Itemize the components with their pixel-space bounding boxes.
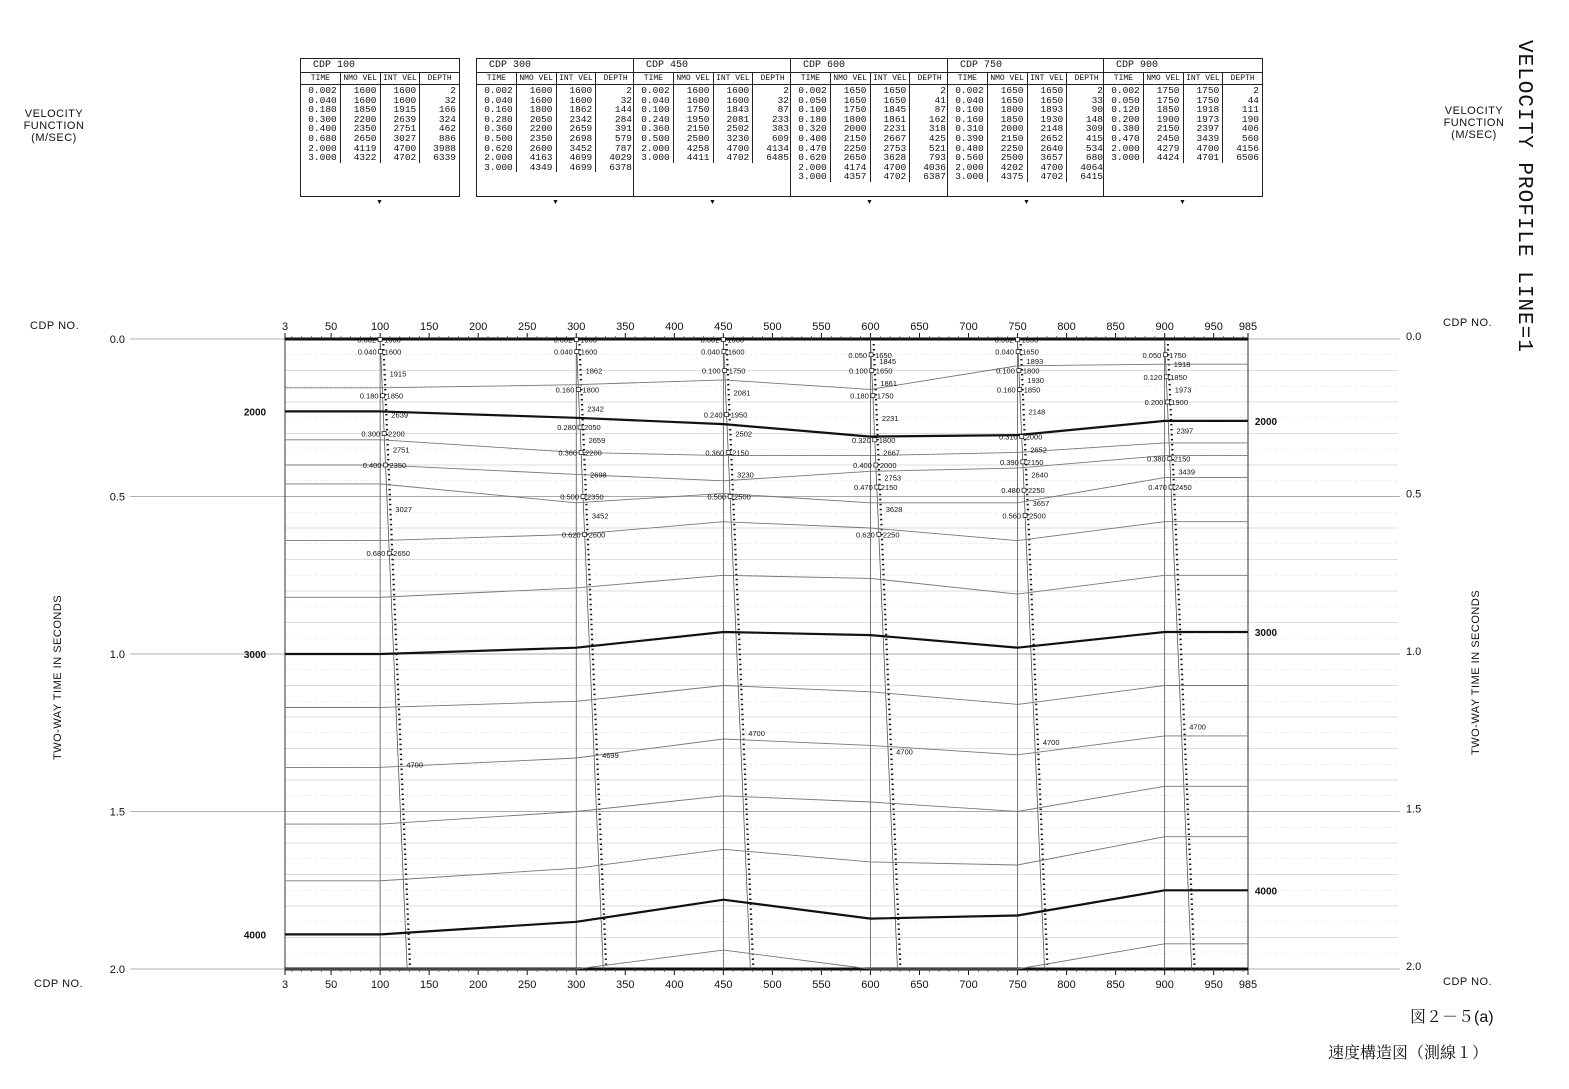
time-marker-label: 0.400: [362, 461, 382, 470]
velocity-function-label-left: VELOCITY FUNCTION (M/SEC): [23, 108, 85, 144]
x-tick-label-top: 150: [419, 321, 439, 333]
time-marker-box: [871, 394, 875, 398]
contour-label-left: 2000: [243, 407, 267, 419]
x-tick-label-top: 300: [567, 321, 586, 333]
velocity-table-header: INT VEL: [557, 73, 597, 84]
nmo-velocity-label: 1650: [1021, 335, 1039, 345]
time-marker-label: 0.040: [995, 347, 1015, 357]
velocity-table-header: NMO VEL: [988, 73, 1028, 84]
time-marker-box: [382, 432, 386, 436]
x-tick-label-top: 700: [959, 321, 978, 333]
y-tick-label-right: 2.0: [1406, 961, 1422, 973]
time-marker-label: 0.470: [854, 483, 873, 493]
velocity-table-column-int: 1600 1600 1915 2639 2751 3027 4700 4702: [381, 85, 421, 163]
nmo-velocity-label: 1750: [1169, 350, 1187, 360]
velocity-table-header: DEPTH: [1074, 74, 1099, 83]
interval-velocity-label: 4700: [1189, 722, 1206, 732]
nmo-velocity-label: 1800: [1022, 366, 1040, 376]
page-title: VELOCITY PROFILE LINE=1: [1512, 40, 1535, 353]
x-tick-label-bottom: 150: [419, 979, 439, 991]
nmo-velocity-label: 1750: [876, 391, 894, 401]
y-tick-label-right: 1.5: [1406, 803, 1422, 816]
table-pointer-icon: ▼: [1179, 199, 1186, 206]
interval-velocity-label: 3657: [1032, 498, 1050, 508]
nmo-velocity-label: 1600: [384, 335, 401, 345]
velocity-table-header: TIME: [477, 73, 517, 84]
velocity-table-cdp: CDP 600: [791, 59, 949, 73]
interval-velocity-label: 4700: [748, 728, 765, 738]
time-marker-box: [875, 485, 879, 489]
x-tick-label-bottom: 700: [959, 979, 978, 991]
contour-label-right: 2000: [1254, 416, 1278, 428]
velocity-table-header: NMO VEL: [341, 73, 381, 84]
velocity-table-header: DEPTH: [917, 74, 942, 83]
x-tick-label-bottom: 100: [370, 979, 390, 991]
velocity-table-column-nmo: 1600 1600 1800 2050 2200 2350 2600 4163 4349: [517, 85, 557, 172]
velocity-table-column-time: 0.002 0.050 0.120 0.200 0.380 0.470 2.000 3.000: [1104, 85, 1144, 163]
nmo-velocity-label: 2200: [388, 429, 405, 439]
time-marker-box: [583, 532, 587, 536]
interval-velocity-label: 2751: [392, 445, 410, 455]
nmo-velocity-label: 1950: [730, 410, 748, 420]
velocity-table-header: INT VEL: [871, 73, 911, 84]
cdp-no-label-bottom-left: CDP NO.: [34, 978, 84, 990]
table-pointer-icon: ▼: [552, 199, 559, 206]
interval-velocity-label: 2753: [884, 473, 902, 483]
time-marker-label: 0.002: [553, 335, 573, 345]
time-marker-box: [1016, 338, 1020, 342]
velocity-table-header: INT VEL: [381, 73, 421, 84]
time-marker-label: 0.040: [701, 347, 720, 357]
x-tick-label-bottom: 350: [616, 979, 635, 991]
table-pointer-icon: ▼: [1023, 199, 1030, 206]
x-tick-label-top: 50: [324, 321, 338, 333]
time-marker-label: 0.360: [705, 448, 725, 458]
nmo-velocity-label: 1650: [875, 350, 892, 360]
x-tick-label-bottom: 550: [812, 979, 831, 991]
nmo-velocity-label: 2500: [1029, 511, 1046, 521]
velocity-table-column-int: 1750 1750 1918 1973 2397 3439 4700 4701: [1184, 85, 1224, 163]
nmo-velocity-label: 1750: [728, 366, 746, 376]
nmo-velocity-label: 2150: [880, 483, 898, 493]
velocity-table-header: TIME: [1104, 73, 1144, 84]
iso-velocity-contour: [285, 575, 1248, 597]
x-tick-label-top: 350: [616, 321, 635, 333]
time-marker-box: [384, 463, 388, 467]
time-marker-label: 0.560: [1002, 511, 1022, 521]
x-tick-label-bottom: 200: [469, 979, 488, 991]
iso-velocity-contour: [285, 890, 1248, 934]
time-marker-label: 0.002: [357, 335, 377, 345]
interval-velocity-label: 3027: [395, 505, 413, 515]
x-tick-label-top: 850: [1106, 321, 1125, 333]
nmo-velocity-label: 2150: [732, 448, 749, 458]
x-tick-label-top: 900: [1155, 321, 1174, 333]
velocity-table-column-depth: 2 32 144 284 391 579 787 4029 6378: [609, 85, 632, 173]
time-marker-box: [877, 532, 881, 536]
time-marker-label: 0.380: [1146, 454, 1166, 464]
time-marker-label: 0.310: [998, 432, 1018, 442]
velocity-table-column-int: 1650 1650 1845 1861 2231 2667 2753 3628 4700 4702: [871, 85, 911, 182]
iso-velocity-contour: [285, 440, 1248, 456]
x-tick-label-bottom: 750: [1008, 979, 1027, 991]
y-tick-label-right: 1.0: [1406, 646, 1422, 658]
nmo-velocity-label: 2450: [1174, 483, 1192, 493]
interval-velocity-label: 1930: [1027, 375, 1044, 385]
iso-velocity-contour: [285, 786, 1248, 824]
time-marker-box: [578, 425, 582, 429]
velocity-table-column-time: 0.002 0.040 0.160 0.280 0.360 0.500 0.620 2.000 3.000: [477, 85, 517, 172]
table-pointer-icon: ▼: [866, 199, 873, 206]
time-marker-box: [721, 338, 725, 342]
interval-velocity-label: 2081: [733, 388, 751, 398]
time-marker-label: 0.040: [554, 347, 573, 357]
velocity-table-header: NMO VEL: [831, 73, 871, 84]
time-marker-box: [869, 353, 873, 357]
time-marker-box: [1016, 350, 1020, 354]
time-marker-label: 0.160: [555, 385, 575, 395]
table-pointer-icon: ▼: [376, 199, 383, 206]
velocity-table-column-nmo: 1750 1750 1850 1900 2150 2450 4279 4424: [1144, 85, 1184, 163]
velocity-table-column-time: 0.002 0.040 0.100 0.160 0.310 0.390 0.480 0.560 2.000 3.000: [948, 85, 988, 182]
nmo-velocity-label: 2500: [734, 492, 751, 502]
time-marker-label: 0.400: [853, 461, 872, 470]
interval-velocity-label: 2640: [1031, 470, 1049, 480]
velocity-table-column-depth: 2 41 87 162 318 425 521 793 4036 6387: [923, 85, 946, 183]
time-marker-box: [1017, 369, 1021, 373]
velocity-table-header: NMO VEL: [674, 73, 714, 84]
velocity-table-column-int: 1600 1600 1843 2081 2502 3230 4700 4702: [714, 85, 754, 163]
velocity-table-column-depth: 2 32 87 233 383 609 4134 6485: [766, 85, 789, 164]
nmo-velocity-label: 2250: [882, 530, 900, 540]
velocity-table-column-time: 0.002 0.040 0.100 0.240 0.360 0.500 2.000 3.000: [634, 85, 674, 163]
x-tick-label-top: 400: [665, 321, 684, 333]
nmo-velocity-label: 1850: [1023, 385, 1041, 395]
iso-velocity-contour: [285, 632, 1248, 654]
velocity-table-cdp: CDP 450: [634, 59, 792, 73]
interval-velocity-label: 3628: [885, 505, 903, 515]
time-marker-label: 0.470: [1148, 483, 1167, 493]
iso-velocity-contour: [285, 478, 1248, 503]
iso-velocity-contour: [285, 411, 1248, 436]
x-tick-label-bottom: 950: [1204, 979, 1223, 991]
interval-velocity-label: 2659: [588, 435, 606, 445]
y-tick-label-left: 0.5: [109, 491, 125, 504]
velocity-table-column-time: 0.002 0.040 0.180 0.300 0.400 0.680 2.000 3.000: [301, 85, 341, 163]
velocity-table-cdp: CDP 900: [1104, 59, 1262, 73]
time-marker-box: [722, 350, 726, 354]
y-tick-label-left: 0.0: [109, 334, 125, 346]
iso-velocity-contour: [285, 944, 1248, 969]
contour-label-left: 4000: [243, 930, 267, 942]
x-tick-label-top: 3: [281, 321, 289, 333]
interval-velocity-label: 2667: [883, 448, 900, 458]
x-tick-label-bottom: 650: [910, 979, 929, 991]
velocity-table-column-nmo: 1650 1650 1800 1850 2000 2150 2250 2500 4202 4375: [988, 85, 1028, 182]
time-marker-label: 0.480: [1001, 486, 1021, 496]
x-tick-label-bottom: 250: [518, 979, 537, 991]
time-marker-box: [387, 551, 391, 555]
time-marker-label: 0.002: [994, 335, 1014, 345]
x-tick-label-bottom: 50: [324, 979, 338, 991]
iso-velocity-contour: [285, 522, 1248, 541]
time-marker-label: 0.120: [1143, 372, 1163, 382]
time-marker-box: [1163, 353, 1167, 357]
interval-velocity-label: 1915: [389, 369, 407, 379]
velocity-table-column-time: 0.002 0.050 0.100 0.180 0.320 0.400 0.470 0.620 2.000 3.000: [791, 85, 831, 182]
interval-velocity-label: 1862: [585, 366, 603, 376]
time-marker-box: [723, 369, 727, 373]
time-marker-label: 0.500: [707, 492, 727, 502]
time-marker-box: [1021, 460, 1025, 464]
interval-velocity-label: 4699: [602, 750, 619, 760]
time-marker-label: 0.040: [357, 347, 377, 357]
time-marker-box: [574, 338, 578, 342]
iso-velocity-contour: [285, 456, 1248, 481]
y-axis-label-right: TWO-WAY TIME IN SECONDS: [1470, 589, 1482, 755]
velocity-table-header: TIME: [948, 73, 988, 84]
time-marker-label: 0.620: [561, 530, 581, 540]
velocity-table-header: NMO VEL: [1144, 73, 1184, 84]
contour-label-right: 4000: [1254, 886, 1278, 898]
time-marker-box: [379, 350, 383, 354]
time-marker-label: 0.200: [1144, 398, 1164, 407]
time-marker-box: [1165, 400, 1169, 404]
time-marker-box: [870, 369, 874, 373]
time-marker-label: 0.002: [700, 335, 720, 345]
nmo-velocity-label: 1600: [580, 335, 597, 345]
velocity-table-column-depth: 2 32 166 324 462 886 3988 6339: [433, 85, 456, 164]
time-marker-label: 0.280: [557, 423, 577, 433]
nmo-velocity-label: 1850: [386, 391, 404, 401]
x-tick-label-top: 950: [1204, 321, 1223, 333]
time-marker-label: 0.500: [560, 492, 580, 502]
time-marker-box: [873, 438, 877, 442]
velocity-table-header: NMO VEL: [517, 73, 557, 84]
time-marker-box: [726, 450, 730, 454]
interval-velocity-label: 3230: [737, 470, 754, 480]
interval-velocity-label: 2148: [1028, 407, 1046, 417]
x-tick-label-top: 250: [518, 321, 537, 333]
velocity-table-header: INT VEL: [1184, 73, 1224, 84]
time-marker-label: 0.100: [849, 366, 868, 376]
time-marker-box: [874, 463, 878, 467]
interval-velocity-label: 1861: [880, 379, 898, 389]
velocity-table-cdp: CDP 100: [301, 59, 459, 73]
time-marker-box: [1169, 485, 1173, 489]
velocity-table-column-nmo: 1600 1600 1850 2200 2350 2650 4119 4322: [341, 85, 381, 163]
time-marker-box: [1018, 387, 1022, 391]
velocity-table-column-depth: 2 33 90 148 309 415 534 680 4064 6415: [1080, 85, 1103, 183]
time-marker-box: [576, 387, 580, 391]
time-marker-label: 0.050: [848, 350, 868, 360]
velocity-table-column-nmo: 1650 1650 1750 1800 2000 2150 2250 2650 4174 4357: [831, 85, 871, 182]
nmo-velocity-label: 1600: [727, 335, 745, 345]
time-marker-label: 0.620: [856, 530, 875, 540]
x-tick-label-bottom: 800: [1057, 979, 1076, 991]
nmo-velocity-label: 2350: [587, 492, 604, 502]
figure-number: 図２－５(a): [1410, 1009, 1494, 1026]
nmo-velocity-label: 1800: [878, 435, 896, 445]
interval-velocity-label: 3439: [1178, 467, 1196, 477]
interval-velocity-label: 2652: [1030, 445, 1047, 455]
velocity-table-cdp: CDP 750: [948, 59, 1106, 73]
nmo-velocity-label: 2600: [588, 530, 606, 540]
x-tick-label-top: 100: [370, 321, 390, 333]
interval-velocity-label: 1918: [1173, 360, 1191, 370]
interval-velocity-label: 2231: [881, 413, 899, 423]
velocity-table-column-nmo: 1600 1600 1750 1950 2150 2500 4258 4411: [674, 85, 714, 163]
y-axis-label-left: TWO-WAY TIME IN SECONDS: [52, 594, 64, 760]
time-marker-label: 0.680: [366, 549, 386, 559]
velocity-table-header: TIME: [634, 73, 674, 84]
velocity-table-cdp: CDP 300: [477, 59, 635, 73]
velocity-table-column-int: 1650 1650 1893 1930 2148 2652 2640 3657 4700 4702: [1028, 85, 1068, 182]
x-tick-label-top: 750: [1008, 321, 1027, 333]
time-marker-label: 0.390: [1000, 457, 1019, 467]
iso-velocity-contour: [285, 736, 1248, 768]
velocity-function-label-right: VELOCITY FUNCTION (M/SEC): [1443, 105, 1505, 141]
x-tick-label-bottom: 600: [861, 979, 880, 991]
nmo-velocity-label: 1600: [580, 347, 598, 357]
interval-velocity-label: 1893: [1026, 357, 1044, 367]
interval-velocity-label: 1845: [879, 357, 897, 367]
velocity-table-header: INT VEL: [1028, 73, 1068, 84]
time-marker-label: 0.050: [1142, 350, 1162, 360]
x-tick-label-bottom: 3: [281, 979, 289, 991]
time-marker-label: 0.160: [996, 385, 1016, 395]
time-marker-label: 0.360: [558, 448, 578, 458]
figure-caption: 速度構造図（測線１）: [1328, 1045, 1489, 1062]
velocity-table-header: DEPTH: [760, 74, 785, 83]
time-marker-box: [725, 413, 729, 417]
interval-velocity-label: 3452: [591, 511, 609, 521]
interval-velocity-label: 2698: [590, 470, 607, 480]
time-marker-box: [381, 394, 385, 398]
time-marker-box: [575, 350, 579, 354]
nmo-velocity-label: 2150: [1026, 457, 1044, 467]
time-marker-box: [1020, 435, 1024, 439]
x-tick-label-bottom: 900: [1155, 979, 1174, 991]
nmo-velocity-label: 1900: [1171, 398, 1189, 407]
x-tick-label-bottom: 450: [714, 979, 733, 991]
time-marker-label: 0.320: [851, 435, 871, 445]
interval-velocity-label: 2639: [391, 410, 409, 420]
nmo-velocity-label: 2350: [389, 461, 407, 470]
velocity-table-column-int: 1600 1600 1862 2342 2659 2698 3452 4699 4699: [557, 85, 597, 172]
x-tick-label-bottom: 985: [1238, 979, 1258, 991]
x-tick-label-top: 550: [812, 321, 831, 333]
x-tick-label-top: 450: [714, 321, 733, 333]
time-marker-label: 0.180: [359, 391, 379, 401]
y-tick-label-left: 1.0: [109, 649, 125, 661]
x-tick-label-bottom: 300: [567, 979, 586, 991]
interval-velocity-label: 4700: [1042, 738, 1060, 748]
x-tick-label-top: 650: [910, 321, 929, 333]
y-tick-label-right: 0.5: [1406, 488, 1422, 501]
table-pointer-icon: ▼: [709, 199, 716, 206]
nmo-velocity-label: 2200: [585, 448, 602, 458]
velocity-table-header: TIME: [791, 73, 831, 84]
x-tick-label-top: 200: [469, 321, 488, 333]
x-tick-label-bottom: 400: [665, 979, 684, 991]
time-marker-box: [1023, 513, 1027, 517]
velocity-table-header: DEPTH: [603, 74, 628, 83]
nmo-velocity-label: 1650: [875, 366, 893, 376]
time-marker-label: 0.100: [701, 366, 721, 376]
nmo-velocity-label: 1600: [727, 347, 745, 357]
time-marker-box: [579, 450, 583, 454]
nmo-velocity-label: 1800: [582, 385, 600, 395]
nmo-velocity-label: 2650: [393, 549, 410, 559]
iso-velocity-contour: [285, 364, 1248, 389]
velocity-table-header: DEPTH: [427, 74, 452, 83]
time-marker-box: [581, 495, 585, 499]
time-marker-label: 0.300: [361, 429, 381, 439]
velocity-table-header: DEPTH: [1230, 74, 1255, 83]
interval-velocity-label: 4700: [406, 760, 424, 770]
cdp-no-label-top-left: CDP NO.: [30, 320, 80, 332]
time-marker-box: [728, 495, 732, 499]
y-tick-label-right: 0.0: [1406, 331, 1422, 343]
x-tick-label-bottom: 500: [763, 979, 782, 991]
nmo-velocity-label: 1650: [1022, 347, 1039, 357]
nmo-velocity-label: 2150: [1173, 454, 1191, 464]
velocity-table-header: INT VEL: [714, 73, 754, 84]
time-marker-box: [378, 338, 382, 342]
time-marker-label: 0.240: [703, 410, 723, 420]
time-marker-box: [1168, 457, 1172, 461]
velocity-table-header: TIME: [301, 73, 341, 84]
contour-label-right: 3000: [1254, 627, 1278, 639]
time-marker-label: 0.100: [996, 366, 1015, 376]
cdp-no-label-bottom-right: CDP NO.: [1443, 976, 1493, 988]
x-tick-label-top: 800: [1057, 321, 1076, 333]
nmo-velocity-label: 2250: [1028, 486, 1045, 496]
x-tick-label-top: 985: [1238, 321, 1258, 333]
nmo-velocity-label: 2000: [879, 461, 897, 470]
interval-velocity-label: 2502: [735, 429, 753, 439]
interval-velocity-label: 2397: [1176, 426, 1194, 436]
x-tick-label-top: 500: [763, 321, 782, 333]
nmo-velocity-label: 2000: [1025, 432, 1043, 442]
nmo-velocity-label: 1850: [1170, 372, 1187, 382]
x-tick-label-top: 600: [861, 321, 880, 333]
contour-label-left: 3000: [243, 650, 267, 661]
nmo-velocity-label: 2050: [584, 423, 601, 433]
cdp-no-label-top-right: CDP NO.: [1443, 317, 1493, 329]
time-marker-box: [1022, 488, 1026, 492]
nmo-velocity-label: 1600: [384, 347, 402, 357]
x-tick-label-bottom: 850: [1106, 979, 1125, 991]
interval-velocity-label: 1973: [1174, 385, 1192, 395]
y-tick-label-left: 1.5: [109, 806, 125, 819]
y-tick-label-left: 2.0: [109, 964, 125, 976]
iso-velocity-contour: [285, 686, 1248, 708]
interval-velocity-label: 2342: [587, 404, 604, 414]
interval-velocity-label: 4700: [896, 747, 913, 757]
time-marker-label: 0.180: [850, 391, 869, 401]
time-marker-box: [1164, 375, 1168, 379]
velocity-table-column-depth: 2 44 111 190 406 560 4156 6506: [1236, 85, 1259, 164]
